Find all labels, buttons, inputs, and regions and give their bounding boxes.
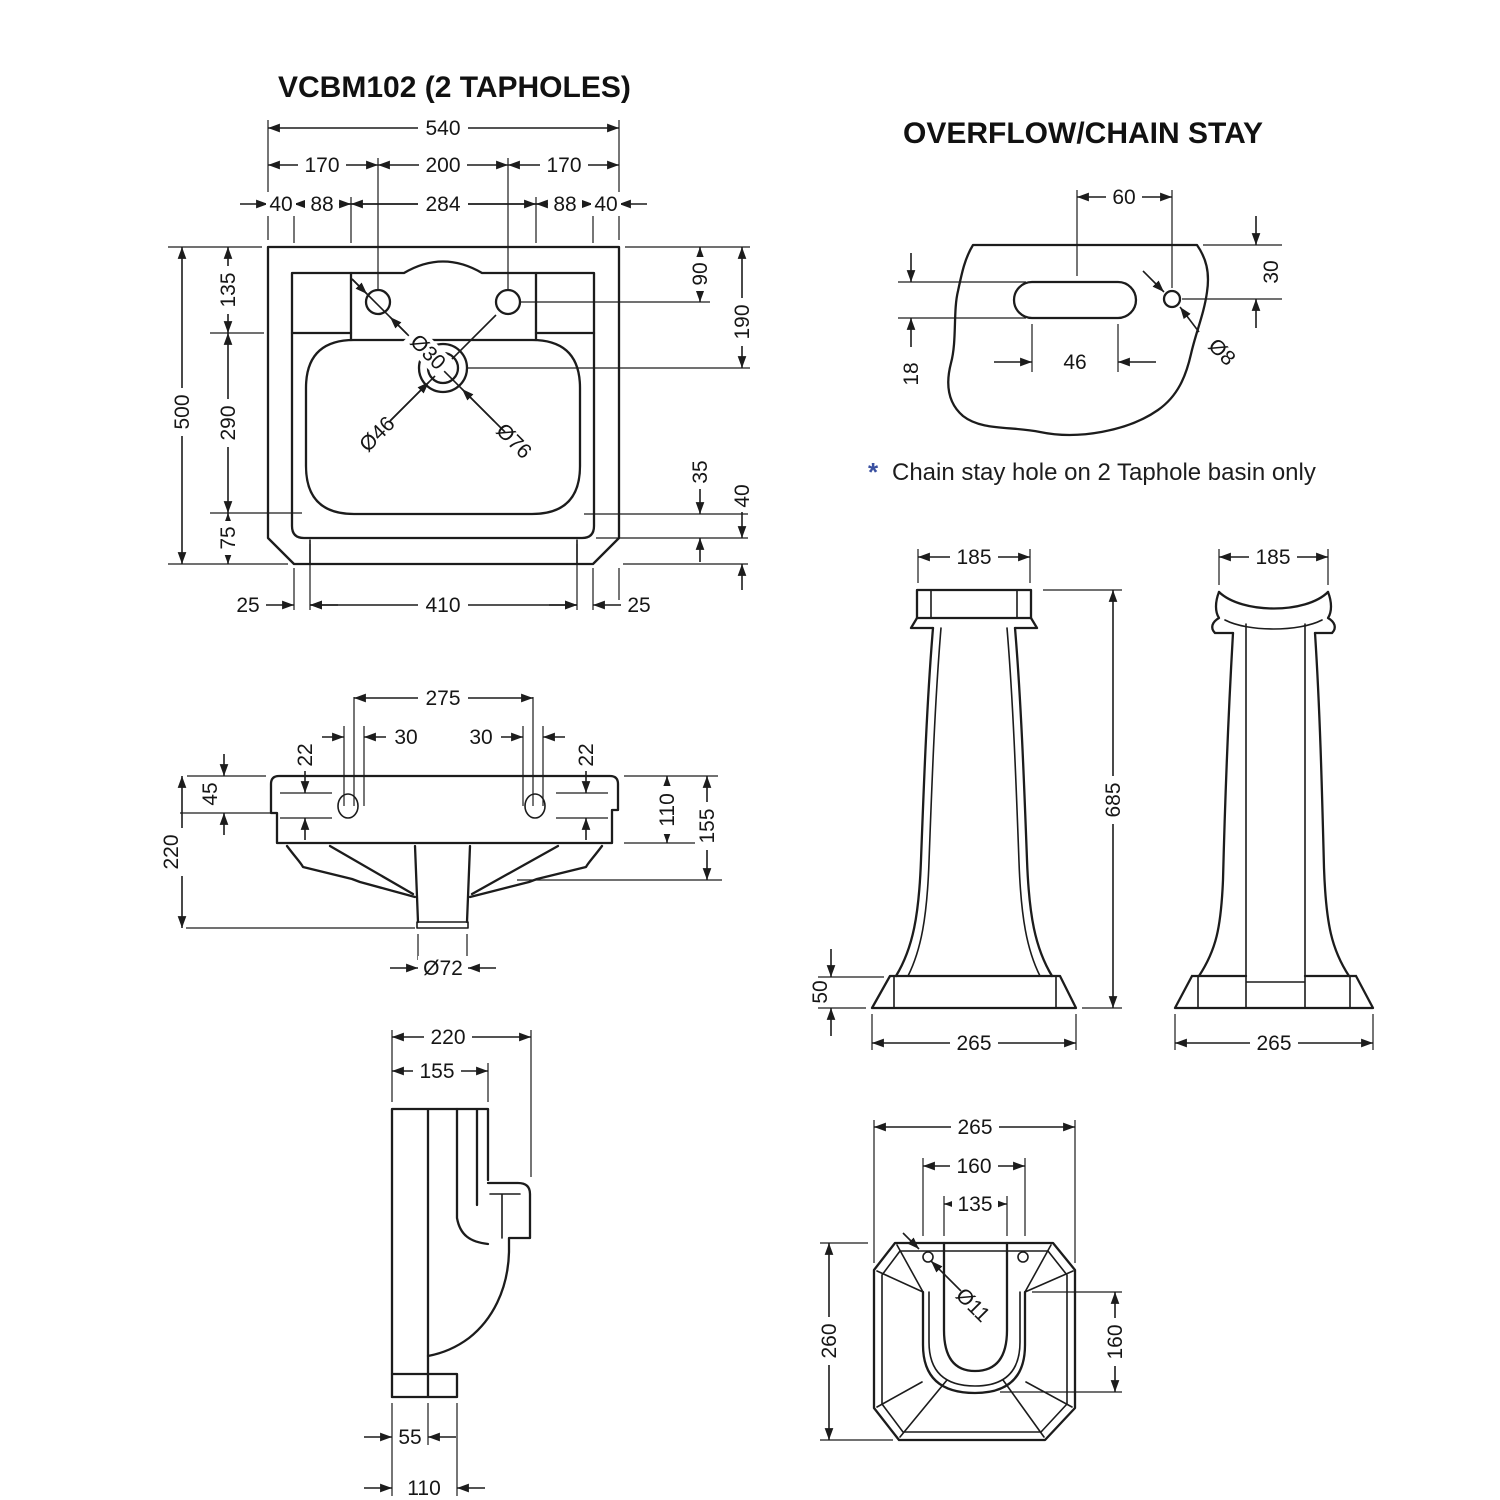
fixing-hole-right [525,794,545,818]
dim-label-40-right: 40 [594,193,618,216]
dim-label-185-side: 185 [1255,546,1291,569]
fixing-hole-left [338,794,358,818]
dim-label-284: 284 [425,193,461,216]
basin-front-outline [271,776,618,928]
taphole-left [366,290,390,314]
note-asterisk: * [868,457,879,487]
basin-side-view [364,1025,531,1500]
dim-label-40-left: 40 [269,193,293,216]
dim-label-170-left: 170 [304,154,340,177]
overflow-dimensions [900,185,1283,386]
overflow-title: OVERFLOW/CHAIN STAY [903,117,1264,150]
pedestal-plan-dimensions [817,1115,1127,1440]
dim-label-200: 200 [425,154,461,177]
basin-side-outline [392,1109,530,1397]
dim-label-540: 540 [425,117,461,140]
dim-label-75: 75 [217,526,240,550]
basin-top-leaders [352,279,536,464]
pedestal-side-view [1175,545,1373,1055]
dim-label-45: 45 [199,782,222,806]
basin-front-view [159,686,722,980]
basin-front-extension-lines [180,697,722,960]
dim-label-160-top: 160 [956,1155,992,1178]
plan-fixing-hole-right [1018,1252,1028,1262]
dim-label-88-right: 88 [553,193,577,216]
dim-label-hole-dia: Ø8 [1203,334,1240,371]
dim-label-46: 46 [1063,351,1087,374]
dim-label-30: 30 [1260,260,1283,284]
dim-label-265-plan: 265 [957,1116,993,1139]
dim-label-outlet-dia: Ø72 [423,957,463,980]
dim-label-170-right: 170 [546,154,582,177]
dim-label-260: 260 [818,1323,841,1359]
dim-label-taphole-dia: Ø30 [405,330,450,375]
dim-label-22-right: 22 [575,743,598,767]
dim-label-135: 135 [217,272,240,308]
pedestal-front-view [809,545,1125,1055]
dim-label-135-plan: 135 [957,1193,993,1216]
dim-label-50: 50 [809,980,832,1004]
basin-top-view [168,71,754,617]
dim-label-220-side: 220 [430,1026,466,1049]
dim-label-410: 410 [425,594,461,617]
dim-label-waste-outer-dia: Ø76 [491,419,536,464]
dim-label-35: 35 [689,460,712,484]
dim-label-waste-inner-dia: Ø46 [355,412,400,457]
dim-label-290: 290 [217,405,240,441]
dim-label-275: 275 [425,687,461,710]
dim-label-90: 90 [689,262,712,286]
overflow-note [868,457,1316,487]
dim-label-88-left: 88 [310,193,334,216]
dim-label-18: 18 [900,362,923,386]
pedestal-front-outline [872,590,1076,1008]
pedestal-front-dimensions [809,545,1125,1055]
dim-label-500: 500 [171,394,194,430]
dim-label-110-side: 110 [407,1477,441,1500]
dim-label-265-front: 265 [956,1032,992,1055]
dim-label-110-front: 110 [656,793,679,827]
dim-label-155-side: 155 [419,1060,455,1083]
dim-label-55: 55 [398,1426,422,1449]
dim-label-60: 60 [1112,186,1136,209]
dim-label-22-left: 22 [294,743,317,767]
dim-label-30-left: 30 [394,726,418,749]
dim-label-155-front: 155 [696,808,719,844]
chain-stay-hole [1164,291,1180,307]
note-text: Chain stay hole on 2 Taphole basin only [892,459,1316,486]
taphole-right [496,290,520,314]
dim-label-265-side: 265 [1256,1032,1292,1055]
pedestal-side-dimensions [1175,545,1373,1055]
dim-label-25-right: 25 [627,594,651,617]
dim-label-220-front: 220 [160,834,183,870]
basin-top-dimensions [170,116,754,617]
dim-label-fixing-dia: Ø11 [951,1283,995,1327]
basin-top-outline [268,247,619,564]
dim-label-25-left: 25 [236,594,260,617]
overflow-outline [948,245,1208,435]
basin-top-title: VCBM102 (2 TAPHOLES) [278,71,631,104]
pedestal-plan-outline [874,1243,1075,1440]
dim-label-685: 685 [1102,782,1125,818]
overflow-chain-stay-view [868,117,1316,487]
pedestal-side-outline [1175,592,1373,1008]
dim-label-40-lower: 40 [731,484,754,508]
basin-front-dimensions [159,686,719,980]
dim-label-30-right: 30 [469,726,493,749]
dim-label-160-right: 160 [1104,1324,1127,1360]
overflow-slot [1014,282,1136,318]
basin-side-dimensions [364,1025,531,1500]
dim-label-190: 190 [731,304,754,340]
dim-label-185-front: 185 [956,546,992,569]
pedestal-plan-view [817,1115,1127,1440]
